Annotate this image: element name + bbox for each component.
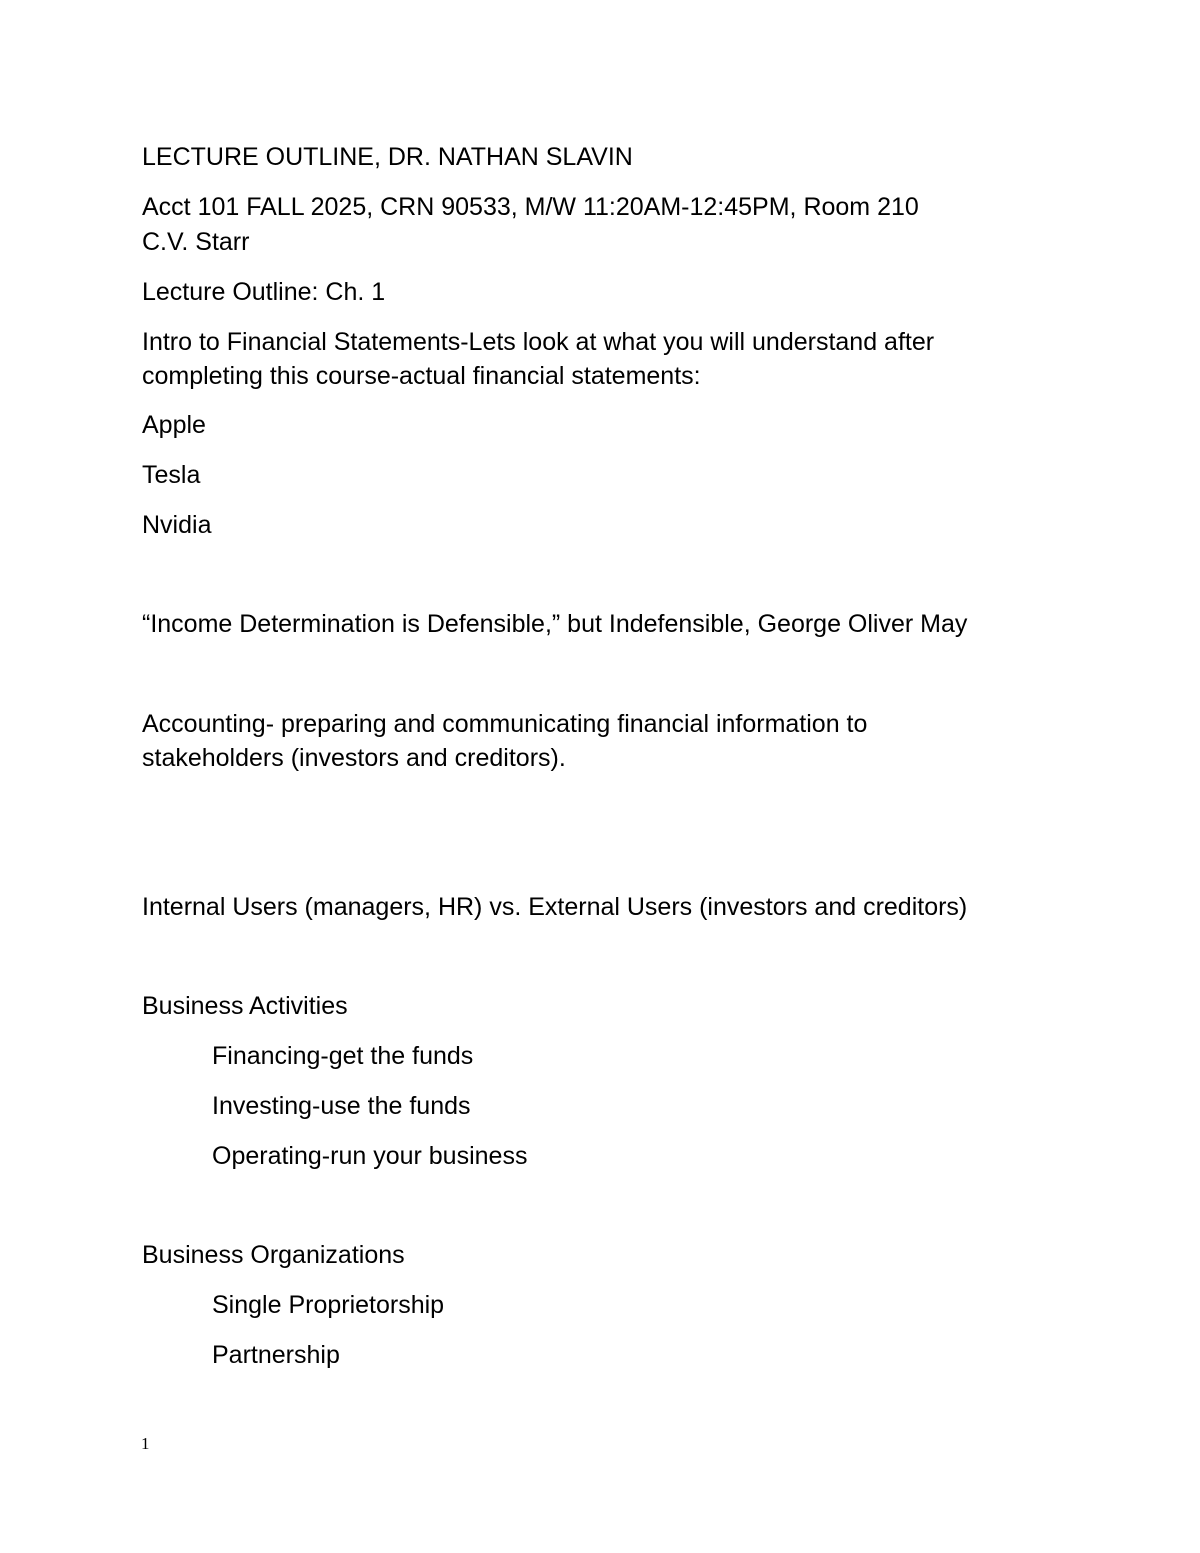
chapter-heading: Lecture Outline: Ch. 1 [142, 278, 386, 306]
document-title: LECTURE OUTLINE, DR. NATHAN SLAVIN [142, 143, 633, 171]
course-info-line-2: C.V. Starr [142, 228, 250, 256]
page-number: 1 [141, 1434, 150, 1453]
company-apple: Apple [142, 411, 206, 439]
activity-investing: Investing-use the funds [212, 1092, 471, 1120]
activity-operating: Operating-run your business [212, 1142, 528, 1170]
users-line: Internal Users (managers, HR) vs. External Users (investors and creditors) [142, 893, 968, 921]
course-info-line-1: Acct 101 FALL 2025, CRN 90533, M/W 11:20AM-12:45PM, Room 210 [142, 193, 919, 221]
organization-partnership: Partnership [212, 1341, 340, 1369]
activity-financing: Financing-get the funds [212, 1042, 474, 1070]
company-nvidia: Nvidia [142, 511, 212, 539]
business-activities-heading: Business Activities [142, 992, 348, 1020]
organization-single-proprietorship: Single Proprietorship [212, 1291, 445, 1319]
accounting-definition-line-1: Accounting- preparing and communicating financial information to [142, 710, 868, 738]
business-organizations-heading: Business Organizations [142, 1241, 405, 1269]
intro-line-2: completing this course-actual financial statements: [142, 362, 701, 390]
company-tesla: Tesla [142, 461, 201, 489]
quote-line: “Income Determination is Defensible,” but Indefensible, George Oliver May [142, 610, 968, 638]
intro-line-1: Intro to Financial Statements-Lets look at what you will understand after [142, 328, 935, 356]
accounting-definition-line-2: stakeholders (investors and creditors). [142, 744, 566, 772]
